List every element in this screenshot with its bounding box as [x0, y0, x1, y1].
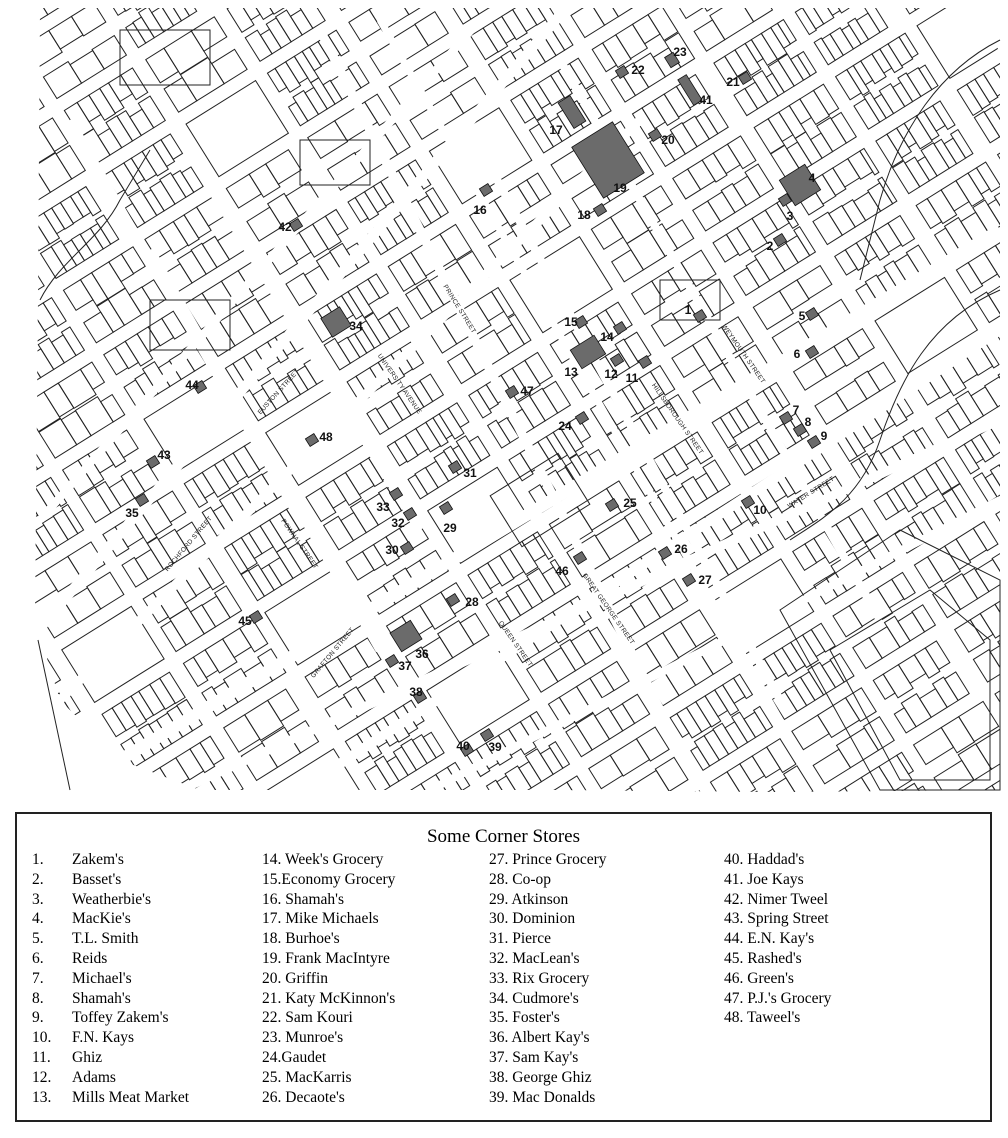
store-34-label: 34 — [349, 319, 363, 333]
store-12-label: 12 — [604, 367, 618, 381]
legend-entry: 43. Spring Street — [724, 910, 829, 928]
store-47-label: 47 — [520, 384, 534, 398]
legend-entry: T.L. Smith — [72, 930, 139, 948]
store-32-label: 32 — [391, 516, 405, 530]
legend-entry: 47. P.J.'s Grocery — [724, 989, 832, 1007]
legend-number: 3. — [32, 890, 44, 908]
store-45-label: 45 — [238, 614, 252, 628]
legend-entry: 18. Burhoe's — [262, 930, 340, 948]
street-label-euston: EUSTON STREET — [256, 367, 302, 417]
store-8-label: 8 — [804, 415, 812, 429]
store-5-marker — [805, 308, 818, 321]
legend-entry: Weatherbie's — [72, 890, 152, 908]
store-36-label: 36 — [415, 647, 429, 661]
legend-entry: 21. Katy McKinnon's — [262, 989, 396, 1007]
legend-entry: 15.Economy Grocery — [262, 870, 396, 888]
legend-entry: 30. Dominion — [489, 910, 576, 928]
store-9-label: 9 — [820, 429, 828, 443]
legend-entry: Toffey Zakem's — [72, 1009, 169, 1027]
street-label-hillsborough: HILLSBOROUGH STREET — [650, 382, 705, 456]
store-25-marker — [605, 499, 618, 512]
store-35-label: 35 — [125, 506, 139, 520]
legend-entry: 35. Foster's — [489, 1009, 560, 1027]
legend-entry: 16. Shamah's — [262, 890, 345, 908]
store-2-label: 2 — [766, 239, 774, 253]
store-48-label: 48 — [319, 430, 333, 444]
legend-entry: 41. Joe Kays — [724, 870, 804, 888]
legend-entry: Ghiz — [72, 1048, 103, 1066]
store-14-marker — [613, 322, 626, 335]
store-37-label: 37 — [398, 659, 412, 673]
legend-entry: F.N. Kays — [72, 1029, 135, 1047]
store-42-label: 42 — [278, 220, 292, 234]
legend-entry: 40. Haddad's — [724, 851, 805, 868]
store-38-label: 38 — [409, 685, 423, 699]
store-21-label: 21 — [726, 75, 740, 89]
legend-number: 13. — [32, 1088, 52, 1106]
legend-entry: 20. Griffin — [262, 969, 329, 987]
store-39-label: 39 — [488, 740, 502, 754]
legend-entry: 46. Green's — [724, 969, 794, 987]
legend-entry: Basset's — [72, 870, 122, 888]
store-4-label: 4 — [808, 171, 816, 185]
legend-entry: Shamah's — [72, 989, 131, 1007]
store-18-label: 18 — [577, 208, 591, 222]
street-label-queen: QUEEN STREET — [496, 619, 534, 669]
legend-entry: 31. Pierce — [489, 930, 551, 948]
street-label-grafton: GRAFTON STREET — [309, 626, 356, 680]
store-5-label: 5 — [798, 309, 806, 323]
legend-entry: 25. MacKarris — [262, 1068, 352, 1086]
legend-number: 1. — [32, 851, 44, 868]
legend-entry: 33. Rix Grocery — [489, 969, 590, 987]
legend-col2 — [262, 850, 395, 1107]
legend-number: 10. — [32, 1029, 52, 1047]
legend-col4 — [724, 850, 831, 1028]
legend-entry: 22. Sam Kouri — [262, 1009, 353, 1027]
store-13-label: 13 — [564, 365, 578, 379]
store-23-label: 23 — [673, 45, 687, 59]
legend-entry: 45. Rashed's — [724, 949, 802, 967]
legend-entry: 14. Week's Grocery — [262, 851, 384, 868]
legend-entry: 23. Munroe's — [262, 1029, 344, 1047]
legend-entry: 26. Decaote's — [262, 1088, 345, 1106]
legend-number: 6. — [32, 949, 44, 967]
legend-number: 4. — [32, 910, 44, 928]
store-41-label: 41 — [699, 93, 713, 107]
legend-entry: 44. E.N. Kay's — [724, 930, 815, 948]
legend-box — [15, 812, 992, 1122]
street-label-pownal: POWNAL STREET — [279, 517, 320, 571]
street-label-university: UNIVERSITY AVENUE — [375, 352, 423, 416]
legend-entry: 32. MacLean's — [489, 949, 580, 967]
legend-number: 8. — [32, 989, 44, 1007]
street-label-prince: PRINCE STREET — [441, 283, 478, 335]
store-10-label: 10 — [753, 503, 767, 517]
store-11-marker — [638, 356, 651, 369]
legend-col3 — [489, 850, 607, 1107]
store-20-label: 20 — [661, 133, 675, 147]
legend-number: 2. — [32, 870, 44, 888]
legend-number: 7. — [32, 969, 44, 987]
store-1-label: 1 — [684, 303, 692, 317]
legend-entry: 42. Nimer Tweel — [724, 890, 829, 908]
legend-entry: 28. Co-op — [489, 870, 551, 888]
legend-entry: 24.Gaudet — [262, 1048, 327, 1066]
store-29-label: 29 — [443, 521, 457, 535]
legend-entry: 27. Prince Grocery — [489, 851, 607, 868]
store-29-marker — [439, 502, 452, 515]
street-label-great_george: GREAT GEORGE STREET — [580, 572, 636, 647]
store-7-label: 7 — [792, 403, 800, 417]
legend-entry: 19. Frank MacIntyre — [262, 949, 390, 967]
store-26-label: 26 — [674, 542, 688, 556]
store-17-label: 17 — [549, 123, 563, 137]
store-14-label: 14 — [600, 330, 614, 344]
legend-entry: 34. Cudmore's — [489, 989, 579, 1007]
store-11-label: 11 — [625, 371, 639, 385]
legend-entry: 39. Mac Donalds — [489, 1088, 596, 1106]
store-44-label: 44 — [185, 378, 199, 392]
legend-entry: 37. Sam Kay's — [489, 1048, 579, 1066]
store-19-label: 19 — [613, 181, 627, 195]
legend-number: 12. — [32, 1068, 52, 1086]
legend-col1-numbers — [32, 850, 51, 1107]
store-25-label: 25 — [623, 496, 637, 510]
store-15-label: 15 — [564, 315, 578, 329]
legend-entry: 48. Taweel's — [724, 1009, 801, 1027]
store-24-marker — [575, 412, 588, 425]
legend-entry: Reids — [72, 949, 108, 967]
store-43-label: 43 — [157, 448, 171, 462]
store-3-label: 3 — [786, 209, 794, 223]
legend-entry: 29. Atkinson — [489, 890, 569, 908]
legend-entry: Zakem's — [72, 851, 124, 868]
store-22-label: 22 — [631, 63, 645, 77]
legend-entry: 17. Mike Michaels — [262, 910, 379, 928]
store-28-label: 28 — [465, 595, 479, 609]
legend-entry: MacKie's — [72, 910, 131, 928]
store-30-label: 30 — [385, 543, 399, 557]
legend-entry: 38. George Ghiz — [489, 1068, 592, 1086]
street-label-rochford: ROCHFORD STREET — [163, 515, 214, 573]
legend-entry: 36. Albert Kay's — [489, 1029, 590, 1047]
store-20-marker — [648, 129, 661, 142]
street-label-weymouth: WEYMOUTH STREET — [720, 323, 767, 386]
legend-number: 11. — [32, 1048, 51, 1066]
store-37-marker — [385, 655, 398, 668]
legend-number: 5. — [32, 930, 44, 948]
store-30-marker — [400, 542, 413, 555]
store-34-marker — [321, 307, 351, 337]
legend-entry: Mills Meat Market — [72, 1088, 190, 1106]
legend-number: 9. — [32, 1009, 44, 1027]
store-24-label: 24 — [558, 419, 572, 433]
store-31-label: 31 — [463, 466, 477, 480]
legend-title: Some Corner Stores — [426, 826, 581, 847]
store-27-label: 27 — [698, 573, 712, 587]
store-40-label: 40 — [456, 739, 470, 753]
store-33-label: 33 — [376, 500, 390, 514]
store-6-label: 6 — [793, 347, 801, 361]
road-network — [30, 15, 1000, 790]
legend-entry: Adams — [72, 1068, 116, 1086]
legend-col1-names — [72, 850, 189, 1107]
street-label-water: WATER STREET — [786, 475, 836, 510]
store-7-marker — [779, 412, 792, 425]
legend-entry: Michael's — [72, 969, 132, 987]
waterfront-outlines — [38, 30, 1000, 790]
store-16-label: 16 — [473, 203, 487, 217]
store-46-label: 46 — [555, 564, 569, 578]
store-18-marker — [593, 204, 606, 217]
